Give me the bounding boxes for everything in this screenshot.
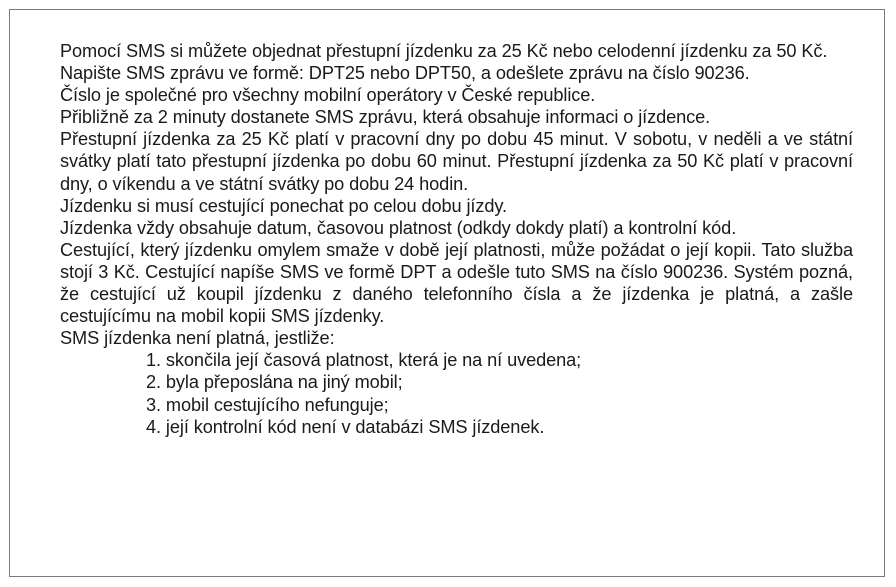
list-item: 3. mobil cestujícího nefunguje; xyxy=(146,394,389,415)
document-body xyxy=(60,40,853,438)
paragraph-ticket-copy: Cestující, který jízdenku omylem smaže v době její platnosti, může požádat o její kopii. Tato služba stojí 3 Kč. Cestující napíše SMS ve formě DPT a odešle tuto SMS na číslo 900236. Systém pozná, že cestující už koupil jízdenku z daného telefonního čísla a že jízdenka je platná, a zašle cestujícímu na mobil kopii SMS jízdenky. xyxy=(60,239,853,327)
paragraph-keep-ticket: Jízdenku si musí cestující ponechat po celou dobu jízdy. xyxy=(60,195,507,216)
list-item: 2. byla přeposlána na jiný mobil; xyxy=(146,372,403,393)
paragraph-number-operators: Číslo je společné pro všechny mobilní operátory v České republice. xyxy=(60,85,596,106)
paragraph-sms-format: Napište SMS zprávu ve formě: DPT25 nebo DPT50, a odešlete zprávu na číslo 90236. xyxy=(60,63,750,84)
paragraph-ticket-contents: Jízdenka vždy obsahuje datum, časovou platnost (odkdy dokdy platí) a kontrolní kód. xyxy=(60,217,737,238)
paragraph-delivery-time: Přibližně za 2 minuty dostanete SMS zprávu, která obsahuje informaci o jízdence. xyxy=(60,107,711,128)
list-item: 4. její kontrolní kód není v databázi SMS jízdenek. xyxy=(146,416,545,437)
paragraph-invalid-intro: SMS jízdenka není platná, jestliže: xyxy=(60,328,335,349)
invalid-conditions-list xyxy=(60,349,853,437)
document-frame xyxy=(9,9,885,577)
paragraph-sms-order: Pomocí SMS si můžete objednat přestupní jízdenku za 25 Kč nebo celodenní jízdenku za 50 Kč. xyxy=(60,41,828,61)
list-item: 1. skončila její časová platnost, která je na ní uvedena; xyxy=(146,350,582,371)
paragraph-validity: Přestupní jízdenka za 25 Kč platí v pracovní dny po dobu 45 minut. V sobotu, v neděli a ve státní svátky platí tato přestupní jízdenka po dobu 60 minut. Přestupní jízdenka za 50 Kč platí v pracovní dny, o víkendu a ve státní svátky po dobu 24 hodin. xyxy=(60,129,853,194)
